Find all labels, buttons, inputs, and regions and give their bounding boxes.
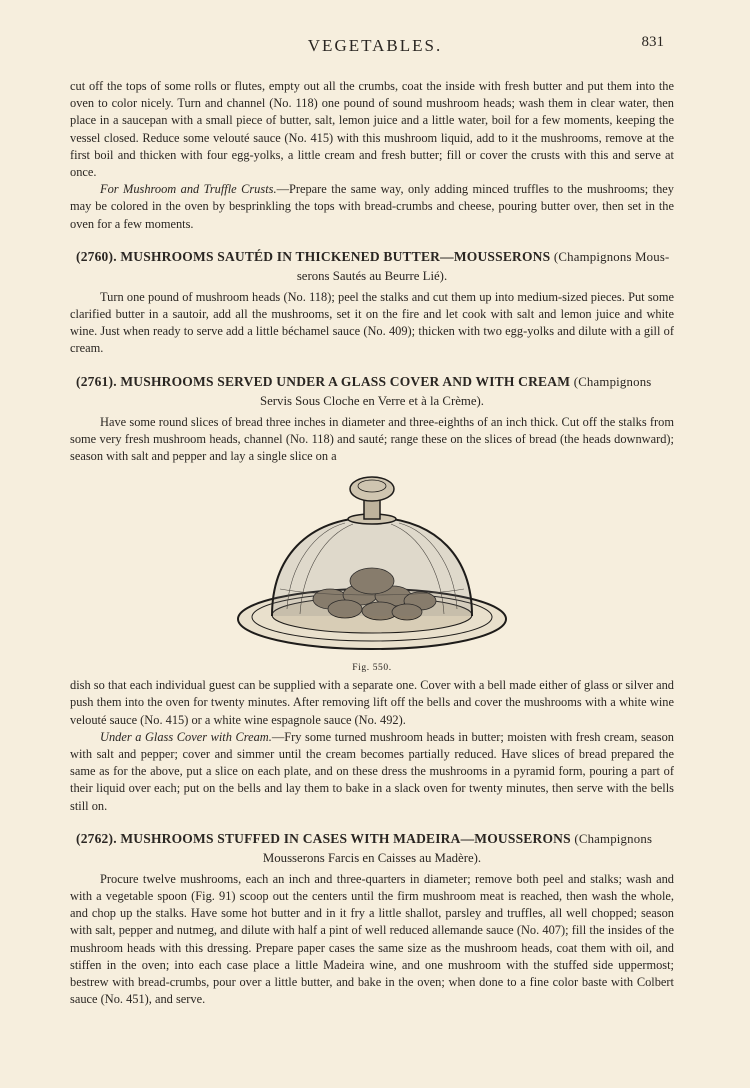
- recipe-title: MUSHROOMS SAUTÉD IN THICKENED BUTTER—MOUSSERONS: [120, 248, 551, 264]
- running-title: VEGETABLES.: [307, 36, 443, 55]
- glass-bell-dish-illustration: [235, 469, 510, 659]
- recipe-french-title-continued: Mousserons Farcis en Caisses au Madère).: [262, 850, 482, 865]
- recipe-heading: [76, 829, 674, 849]
- recipe-2760: [70, 247, 674, 358]
- recipe-variant-label: Under a Glass Cover with Cream.: [100, 729, 272, 744]
- recipe-french-title-continued: Servis Sous Cloche en Verre et à la Crème).: [259, 393, 484, 408]
- intro-paragraph: cut off the tops of some rolls or flutes, empty out all the crumbs, coat the inside with fresh butter and put them into the oven to color nicely. Turn and channel (No. 118) one pound of sound mushroom heads; wash them in clear water, then place in a saucepan with a small piece of butter, salt, lemon juice and a little water, boil for a few moments, keeping the vessel closed. Reduce some velouté sauce (No. 415) with this mushroom liquid, add to it the mushrooms, remove at the first boil and thicken with four egg-yolks, a little cream and fresh butter; fill or cover the crusts with this and serve at once.: [70, 79, 674, 180]
- page-number: 831: [641, 34, 664, 50]
- recipe-number: (2761).: [76, 373, 117, 389]
- recipe-paragraph: Turn one pound of mushroom heads (No. 118); peel the stalks and cut them up into medium-sized pieces. Put some clarified butter in a sautoir, add all the mushrooms, set it on the fire and let cook with salt and lemon juice and white wine. Just when ready to serve add a little béchamel sauce (No. 409); thicken with two egg-yolks and dilute with a gill of cream.: [70, 289, 674, 356]
- recipe-variant-text: —Fry some turned mushroom heads in butter; moisten with fresh cream, season with salt and pepper; cover and simmer until the cream becomes partially reduced. Have slices of bread prepared the same as for the above, put a slice on each plate, and on these dress the mushrooms in a pyramid form, pouring a part of their liquid over each; put on the bells and lay them to bake in a slack oven for twenty minutes, then serve with the bells still on.: [70, 729, 674, 813]
- recipe-french-title: (Champignons Mous-: [553, 249, 670, 264]
- truffle-crusts-paragraph: [70, 181, 674, 233]
- recipe-french-title: (Champignons: [574, 831, 653, 846]
- recipe-paragraph: Have some round slices of bread three inches in diameter and three-eighths of an inch thick. Cut off the stalks from some very fresh mushroom heads, channel (No. 118) and sauté; range these on the slices of bread (the heads downward); season with salt and pepper and lay a single slice on a: [70, 414, 674, 464]
- recipe-variant-paragraph: [70, 729, 674, 815]
- recipe-french-title: (Champignons: [573, 374, 652, 389]
- figure-caption: Fig. 550.: [352, 663, 392, 674]
- recipe-paragraph: dish so that each individual guest can be supplied with a separate one. Cover with a bell made either of glass or silver and push them into the oven for twenty minutes. After removing lift off the bells and cover the mushrooms with a white wine velouté sauce (No. 415) or a white wine espagnole sauce (No. 492).: [70, 678, 674, 727]
- recipe-french-title-continued: serons Sautés au Beurre Lié).: [296, 268, 448, 283]
- page-body: [70, 78, 674, 1009]
- glass-cover-figure: [70, 469, 674, 661]
- recipe-heading: [76, 372, 674, 392]
- recipe-number: (2760).: [76, 248, 117, 264]
- page-header: [0, 34, 750, 58]
- truffle-crusts-text: —Prepare the same way, only adding minced truffles to the mushrooms; they may be colored in the oven by besprinkling the tops with bread-crumbs and cheese, pouring butter over, then set in the oven for a few moments.: [70, 182, 674, 231]
- recipe-number: (2762).: [76, 830, 117, 846]
- recipe-title: MUSHROOMS SERVED UNDER A GLASS COVER AND WITH CREAM: [120, 373, 571, 389]
- recipe-2762: [70, 829, 674, 1009]
- recipe-title: MUSHROOMS STUFFED IN CASES WITH MADEIRA—MOUSSERONS: [120, 830, 571, 846]
- recipe-heading: [76, 247, 674, 267]
- recipe-2761: [70, 372, 674, 815]
- recipe-paragraph: Procure twelve mushrooms, each an inch and three-quarters in diameter; remove both peel and stalks; wash and with a vegetable spoon (Fig. 91) scoop out the centers until the firm mushroom meat is reached, then wash the whole, and chop up the stalks. Have some hot butter and in it fry a little shallot, parsley and truffles, all well chopped; season with salt, pepper and nutmeg, and dilute with half a pint of well reduced allemande sauce (No. 407); fill the insides of the mushroom heads with this dressing. Prepare paper cases the same size as the mushroom heads, coat them with oil, and stiffen in the oven; into each case place a little Madeira wine, and one mushroom with the stuffed side uppermost; bestrew with bread-crumbs, pour over a little butter, and bake in the oven; when done to a fine color baste with Colbert sauce (No. 451), and serve.: [70, 871, 674, 1007]
- truffle-crusts-label: For Mushroom and Truffle Crusts.: [100, 182, 277, 197]
